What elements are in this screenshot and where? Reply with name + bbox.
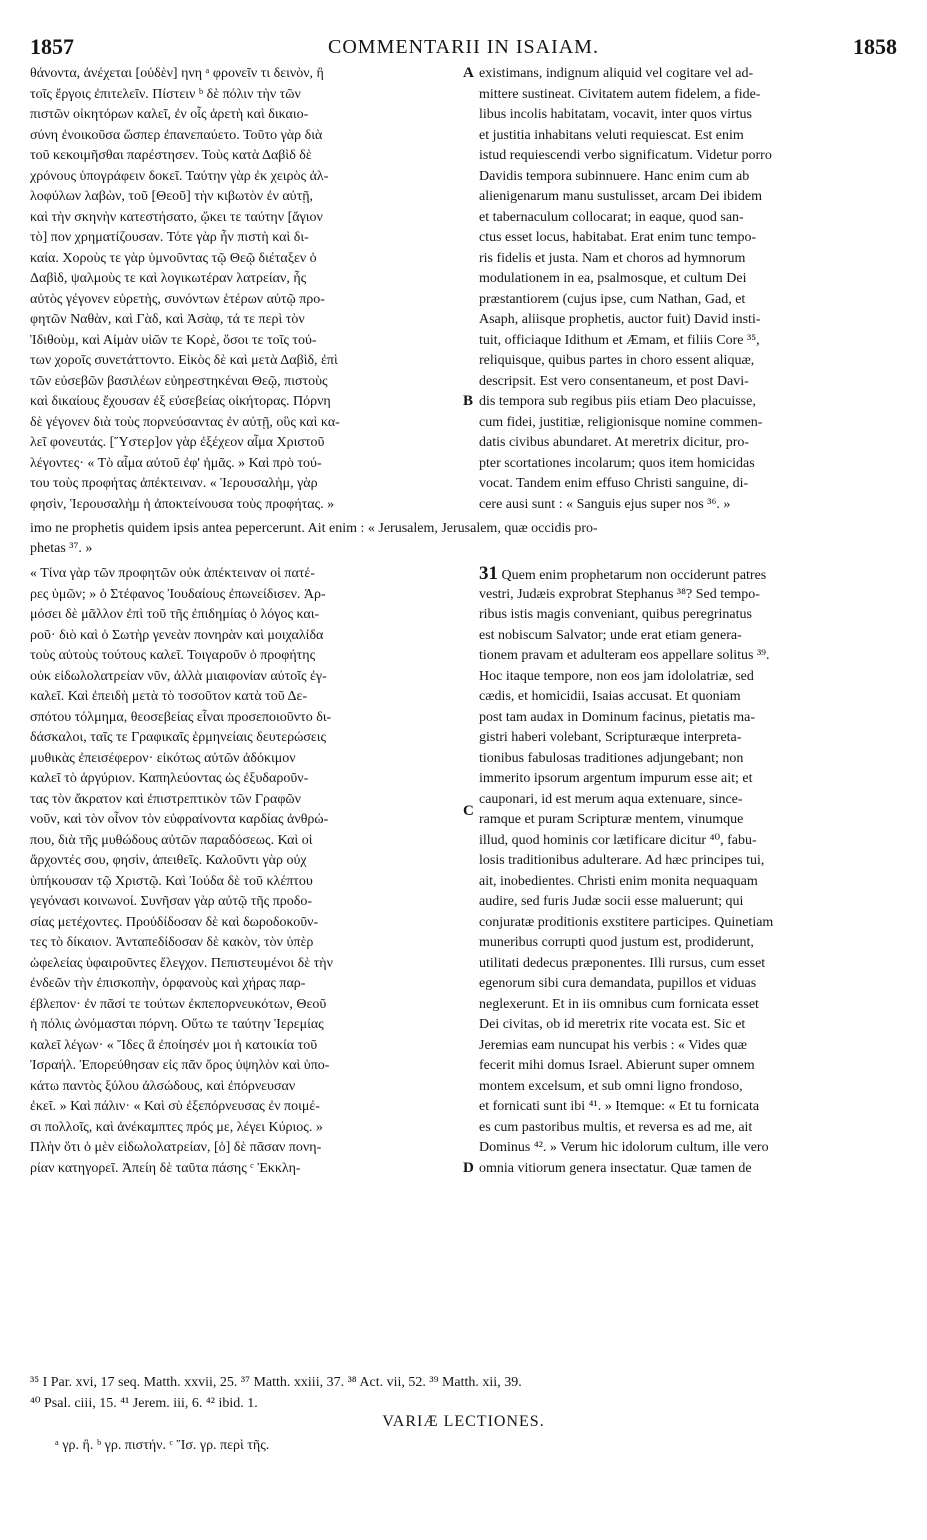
latin-text-line: ris fidelis et justa. Nam et choros ad hymnorum <box>479 250 746 266</box>
greek-text-line: νοῦν, καὶ τὸν οἶνον τὸν εὐφραίνοντα καρδίας ἀνθρώ- <box>30 812 329 827</box>
latin-text-line: Asaph, aliisque prophetis, auctor fuit) David insti- <box>479 312 761 327</box>
latin-text-line: dis tempora sub regibus piis etiam Deo placuisse, <box>479 394 756 409</box>
greek-text-line: καία. Χοροὺς τε γὰρ ὑμνοῦντας τῷ Θεῷ διέταξεν ὁ <box>30 250 317 266</box>
latin-text-line: montem excelsum, et sub omni ligno frondoso, <box>479 1078 743 1094</box>
latin-text-line: modulationem in ea, psalmosque, et cultum Dei <box>479 271 747 286</box>
latin-text-line: tuit, officiaque Idithum et Æmam, et filiis Core ³⁵, <box>479 332 760 348</box>
latin-text-line: Dei civitas, ob id meretrix rite vocata est. Sic et <box>479 1017 746 1032</box>
latin-text-line: illud, quod hominis cor lætificare dicitur ⁴⁰, fabu- <box>479 832 757 848</box>
greek-text-line: αὐτὸς γέγονεν εὑρετὴς, συνόντων ἑτέρων αὐτῷ προ- <box>30 291 325 307</box>
greek-text-line: ἡ πόλις ὠνόμασται πόρνη. Οὕτω τε ταύτην Ἱερεμίας <box>30 1017 324 1032</box>
latin-text-line: mittere sustineat. Civitatem autem fidelem, a fide- <box>479 86 761 102</box>
latin-text-line: cauponari, id est merum aqua extenuare, since- <box>479 791 743 807</box>
section-31-first-line <box>479 564 891 585</box>
latin-text-line: cædis, et homicidii, Isaias accusat. Et quoniam <box>479 689 741 704</box>
margin-marker-a: A <box>463 65 474 81</box>
greek-text-line: κάτω παντὸς ξύλου ἀλσώδους, καὶ ἐπόρνευσαν <box>30 1078 296 1094</box>
footnote-line: ⁴⁰ Psal. ciii, 15. ⁴¹ Jerem. iii, 6. ⁴² ibid. 1. <box>30 1396 258 1411</box>
greek-text-line: ροῦ· διὸ καὶ ὁ Σωτὴρ γενεὰν πονηρὰν καὶ μοιχαλίδα <box>30 627 324 643</box>
greek-text-line: καλεῖ τὸ ἀργύριον. Καπηλεύοντας ὡς ἐξυδαροῦν- <box>30 771 309 786</box>
greek-text-line: σι πολλοῖς, καὶ ἀνέκαμπτες πρός με, λέγει Κύριος. » <box>30 1119 323 1135</box>
latin-text-line: Davidis tempora subinnuere. Hanc enim cum ab <box>479 168 750 184</box>
section-31-text: Quem enim prophetarum non occiderunt patres <box>501 568 767 583</box>
greek-text-line: χρόνους ὑπογράφειν δοκεῖ. Ταύτην γὰρ ἐκ χειρὸς ἀλ- <box>30 168 329 184</box>
footnote-line: ³⁵ I Par. xvi, 17 seq. Matth. xxvii, 25. ³⁷ Matth. xxiii, 37. ³⁸ Act. vii, 52. ³⁹ Matth. xii, 39. <box>30 1375 522 1390</box>
greek-text-line: ρίαν κατηγορεῖ. Ἀπείη δὲ ταῦτα πάσης ᶜ Ἐκκλη- <box>30 1160 301 1176</box>
latin-spanning-line: imo ne prophetis quidem ipsis antea pepercerunt. Ait enim : « Jerusalem, Jerusalem, quæ occidis pro- <box>30 521 598 536</box>
right-column-number: 1858 <box>853 34 897 59</box>
latin-text-line: gistri haberi volebant, Scripturæque interpreta- <box>479 730 742 745</box>
greek-text-line: λεῖ φονευτάς. [Ὕστερ]ον γὰρ ἐξέχεον αἷμα Χριστοῦ <box>30 435 325 450</box>
greek-column-upper <box>30 64 458 515</box>
greek-text-line: λέγοντες· « Τὸ αἷμα αὐτοῦ ἐφ' ἡμᾶς. » Καὶ πρὸ τού- <box>30 455 322 471</box>
greek-text-line: ἐκεῖ. » Καὶ πάλιν· « Καὶ σὺ ἐξεπόρνευσας ἐν ποιμέ- <box>30 1099 320 1114</box>
running-title: COMMENTARII IN ISAIAM. <box>328 36 599 58</box>
greek-text-line: οὐκ εἰδωλολατρείαν νῦν, ἀλλὰ μιαιφονίαν αὐτοῖς ἐγ- <box>30 668 327 684</box>
margin-marker-d: D <box>463 1160 474 1176</box>
latin-text-line: datis civibus abundaret. At meretrix dicitur, pro- <box>479 435 750 450</box>
greek-text-line: τας τὸν ἄκρατον καὶ ἐπιστρεπτικὸν τῶν Γραφῶν <box>30 791 301 807</box>
latin-spanning-line-end: phetas ³⁷. » <box>30 541 93 556</box>
latin-text-line: egenorum sibi cura demandata, pupillos et viduas <box>479 976 757 991</box>
greek-text-line: πιστῶν οἰκητόρων καλεῖ, ἐν οἷς ἀρετὴ καὶ δικαιο- <box>30 107 309 122</box>
latin-text-line: reliquisque, quibus partes in choro essent aliquæ, <box>479 353 755 368</box>
latin-text-line: es cum pastoribus multis, et reversa es ad me, ait <box>479 1119 753 1135</box>
latin-text-line: libus incolis habitatam, vocavit, inter quos virtus <box>479 107 752 122</box>
latin-text-line: tionem pravam et adulteram eos appellare solitus ³⁹. <box>479 648 770 663</box>
latin-text-line: pter scortationes incolarum; quos item homicidas <box>479 455 755 471</box>
greek-text-line: ὑπήκουσαν τῷ Χριστῷ. Καὶ Ἰούδα δὲ τοῦ κλέπτου <box>30 873 313 889</box>
latin-column-lower <box>479 564 891 1179</box>
latin-text-line: audire, sed furis Judæ socii esse maluerunt; qui <box>479 894 744 909</box>
greek-text-line: σπότου τόλμημα, θεοσεβείας εἶναι προσεποιοῦντο δι- <box>30 709 332 725</box>
footnotes <box>30 1372 892 1414</box>
greek-text-line: καὶ δικαίους ἔχουσαν ἐξ εὐσεβείας οἰκήτορας. Πόρνη <box>30 394 331 409</box>
greek-text-line: καλεῖ. Καὶ ἐπειδὴ μετὰ τὸ τοσοῦτον κατὰ τοῦ Δε- <box>30 689 307 704</box>
greek-text-line: τοὺς αὐτοὺς τούτους καλεῖ. Τοιγαροῦν ὁ προφήτης <box>30 648 316 663</box>
greek-text-line: τῶν εὐσεβῶν βασιλέων εὐηρεστηκέναι Θεῷ, πιστοὺς <box>30 373 328 389</box>
variae-lectiones-heading: VARIÆ LECTIONES. <box>382 1413 545 1430</box>
latin-text-line: omnia vitiorum genera insectatur. Quæ tamen de <box>479 1160 752 1176</box>
latin-text-line: cere ausi sunt : « Sanguis ejus super nos ³⁶. » <box>479 496 731 512</box>
margin-marker-b: B <box>463 393 474 409</box>
latin-text-line: et tabernaculum collocarat; in eaque, quod san- <box>479 209 744 225</box>
latin-text-line: cum fidei, justitiæ, religionisque nomine commen- <box>479 414 763 430</box>
greek-text-line: που, διὰ τῆς μυθώδους αὐτῶν παραδόσεως. Καὶ οἱ <box>30 832 313 848</box>
latin-text-line: tionibus fabulosas traditiones adjungebant; non <box>479 750 744 766</box>
greek-column-lower <box>30 564 458 1179</box>
greek-text-line: των χοροῖς συνετάττοντο. Εἰκὸς δὲ καὶ μετὰ Δαβὶδ, ἐπὶ <box>30 353 338 368</box>
latin-text-line: existimans, indignum aliquid vel cogitare vel ad- <box>479 66 754 81</box>
greek-text-line: τοῦ κεκοιμῆσθαι παρέστησεν. Τοὺς κατὰ Δαβὶδ δὲ <box>30 148 312 163</box>
latin-text-line: immerito ipsorum argentum impurum esse ait; et <box>479 771 753 786</box>
latin-text-line: post tam audax in Dominum facinus, pietatis ma- <box>479 709 756 725</box>
latin-text-line: fecerit mihi domus Israel. Abierunt super omnem <box>479 1058 755 1073</box>
latin-text-line: ctus esset locus, habitabat. Erat enim tunc tempo- <box>479 230 757 245</box>
greek-text-line: καλεῖ λέγων· « Ἴδες ἃ ἐποίησέν μοι ἡ κατοικία τοῦ <box>30 1037 318 1053</box>
greek-text-line: γεγόνασι κοινωνοί. Συνῆσαν γὰρ αὐτῷ τῆς προδο- <box>30 894 313 909</box>
latin-text-line: Hoc itaque tempore, non eos jam idololatriæ, sed <box>479 668 754 684</box>
latin-text-line: et justitia inhabitans veluti requiescat. Est enim <box>479 127 744 143</box>
latin-text-line: ribus istis magis conveniant, quibus peregrinatus <box>479 607 752 622</box>
greek-text-line: καὶ τὴν σκηνὴν κατεστήσατο, ᾤκει τε ταύτην [ἅγιον <box>30 209 323 225</box>
latin-text-line: losis traditionibus adulterare. Ad hæc principes tui, <box>479 853 765 868</box>
latin-text-line: Dominus ⁴². » Verum hic idolorum cultum, ille vero <box>479 1140 769 1155</box>
left-column-number: 1857 <box>30 34 74 59</box>
variae-lectiones-text: ᵃ γρ. ἢ. ᵇ γρ. πιστήν. ᶜ Ἴσ. γρ. περὶ τῆς. <box>55 1438 270 1453</box>
greek-text-line: σίας μετέχοντες. Προὐδίδοσαν δὲ καὶ δωροδοκοῦν- <box>30 914 319 930</box>
latin-text-line: ramque et puram Scripturæ mentem, vinumque <box>479 812 744 827</box>
greek-text-line: « Τίνα γὰρ τῶν προφητῶν οὐκ ἀπέκτειναν οἱ πατέ- <box>30 566 315 581</box>
greek-text-line: έβλεπον· ἐν πᾶσί τε τούτων ἐκπεπορνευκότων, Θεοῦ <box>30 996 327 1012</box>
greek-text-line: ρες ὑμῶν; » ὁ Στέφανος Ἰουδαίους ἐπωνείδισεν. Ἁρ- <box>30 586 326 602</box>
latin-text-line: conjuratæ proditionis exstitere participes. Quinetiam <box>479 914 774 930</box>
greek-text-line: ἐνδεῶν τὴν ἐπισκοπὴν, ὀρφανοὺς καὶ χήρας παρ- <box>30 976 306 991</box>
greek-text-line: δάσκαλοι, ταῖς τε Γραφικαῖς ἑρμηνείαις δευτερώσεις <box>30 730 327 745</box>
greek-text-line: ἄρχοντές σου, φησὶν, ἀπειθεῖς. Καλοῦντι γὰρ οὐχ <box>30 853 307 868</box>
latin-text-line: istud requiescendi verbo significatum. Videtur porro <box>479 148 772 163</box>
greek-text-line: μυθικὰς ἐπεισέφερον· εἰκότως αὐτῶν ἀδόκιμον <box>30 750 296 766</box>
greek-text-line: Πλὴν ὅτι ὁ μὲν εἰδωλολατρείαν, [ὁ] δὲ πᾶσαν πονη- <box>30 1140 322 1155</box>
greek-text-line: φησὶν, Ἱερουσαλὴμ ἡ ἀποκτείνουσα τοὺς προφήτας. » <box>30 496 335 512</box>
greek-text-line: λοφύλων λαβὼν, τοῦ [Θεοῦ] τὴν κιβωτὸν ἐν αὐτῇ, <box>30 189 314 204</box>
latin-text-line: muneribus corrupti quod justum est, prodiderunt, <box>479 935 754 950</box>
greek-text-line: τὸ] πον χρηματίζουσαν. Τότε γὰρ ἦν πιστὴ καὶ δι- <box>30 230 309 245</box>
latin-text-line: Jeremias eam nuncupat his verbis : « Vides quæ <box>479 1037 747 1053</box>
latin-text-line: alienigenarum manu sustulisset, arcam Dei ibidem <box>479 189 763 204</box>
latin-column-upper <box>479 64 891 515</box>
latin-text-line: ait, inobedientes. Christi enim monita nequaquam <box>479 873 758 889</box>
latin-text-line: descripsit. Est vero consentaneum, et post Davi- <box>479 373 749 389</box>
latin-text-line: vocat. Tandem enim effuso Christi sanguine, di- <box>479 476 749 491</box>
greek-text-line: ὠφελείας ὑφαιροῦντες ἔλεγχον. Πεπιστευμένοι δὲ τὴν <box>30 955 333 971</box>
greek-text-line: θάνοντα, ἀνέχεται [οὐδὲν] ηνη ᵃ φρονεῖν τι δεινὸν, ἢ <box>30 66 324 81</box>
section-number: 31 <box>479 564 498 584</box>
greek-text-line: Ἰσραήλ. Ἐπορεύθησαν εἰς πᾶν ὄρος ὑψηλὸν καὶ ὑπο- <box>30 1058 330 1073</box>
greek-text-line: σύνη ἐνοικοῦσα ὥσπερ ἐπανεπαύετο. Τοῦτο γὰρ διὰ <box>30 127 323 143</box>
greek-text-line: μόσει δὲ μᾶλλον ἐπὶ τοῦ τῆς ἐπιδημίας ὁ λόγος και- <box>30 607 320 622</box>
margin-marker-c: C <box>463 803 474 819</box>
greek-text-line: φητῶν Ναθὰν, καὶ Γὰδ, καὶ Ἀσὰφ, τά τε περὶ τὸν <box>30 312 305 327</box>
latin-text-line: neglexerunt. Et in iis omnibus cum fornicata esset <box>479 996 759 1012</box>
greek-text-line: Δαβὶδ, ψαλμοὺς τε καὶ λογικωτέραν λατρείαν, ἧς <box>30 271 307 286</box>
latin-text-line: præstantiorem (cujus ipse, cum Nathan, Gad, et <box>479 291 746 307</box>
greek-text-line: τες τὸ δίκαιον. Ἀνταπεδίδοσαν δὲ κακὸν, τὸν ὑπὲρ <box>30 935 314 950</box>
latin-text-line: est nobiscum Salvator; unde erat etiam genera- <box>479 627 742 643</box>
greek-text-line: του τοὺς προφήτας ἀπέκτειναν. « Ἱερουσαλὴμ, γὰρ <box>30 476 318 491</box>
greek-text-line: τοῖς ἔργοις ἐπιτελεῖν. Πίστειν ᵇ δὲ πόλιν τὴν τῶν <box>30 86 301 102</box>
greek-text-line: Ἰδιθοὺμ, καὶ Αἰμὰν υἱῶν τε Κορὲ, ὅσοι τε τοῖς τού- <box>30 332 317 348</box>
latin-text-line: utilitati dedecus præponentes. Illi rursus, cum esset <box>479 955 766 971</box>
greek-text-line: δὲ γέγονεν διὰ τοὺς πορνεύσαντας ἐν αὐτῇ, οὓς καὶ κα- <box>30 414 340 430</box>
latin-text-line: et fornicati sunt ibi ⁴¹. » Itemque: « Et tu fornicata <box>479 1099 760 1114</box>
latin-text-line: vestri, Judæis exprobrat Stephanus ³⁸? Sed tempo- <box>479 586 760 602</box>
page-header <box>30 34 897 60</box>
